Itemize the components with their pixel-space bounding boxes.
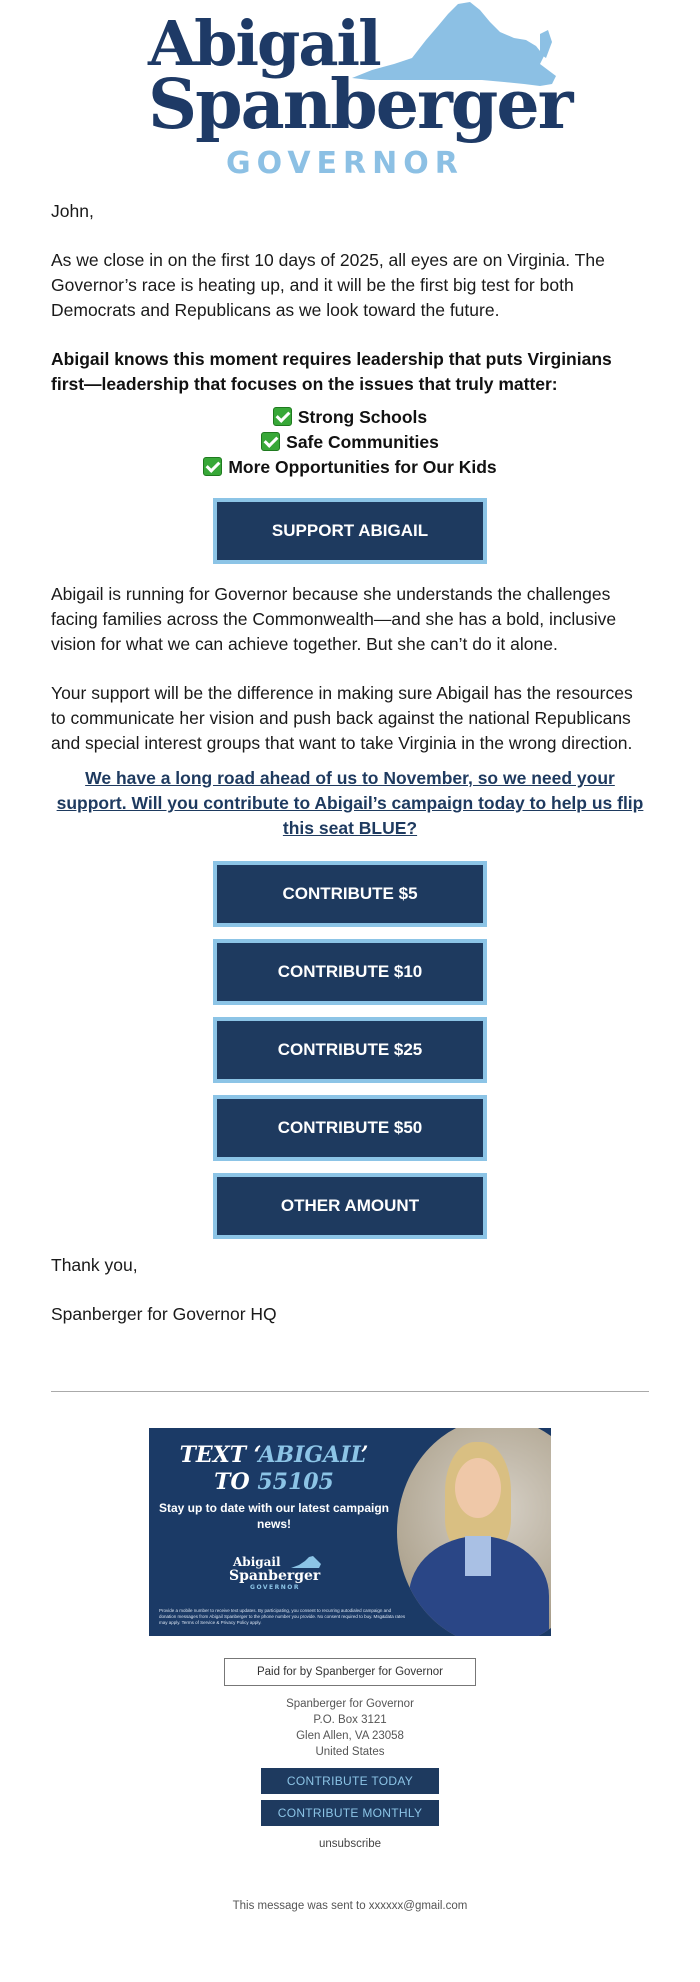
banner-fine-print: Provide a mobile number to receive text updates. By participating, you consent to recurring autodialed campaign and donation messages from Abigail Spanberger to the phone number you provide. No consent required to buy. Msg&data rates may apply. Terms of Service & Privacy Policy apply. (159, 1608, 406, 1625)
banner-logo: Abigail Spanberger GOVERNOR (229, 1555, 321, 1591)
mailing-address: Spanberger for Governor P.O. Box 3121 Glen Allen, VA 23058 United States (286, 1698, 414, 1758)
sent-to-notice: This message was sent to xxxxxx@gmail.com (232, 1900, 468, 1912)
paragraph-support: Your support will be the difference in making sure Abigail has the resources to communicate her vision and push back against the national Republicans and special interest groups that want to take Virginia in the wrong direction. (51, 683, 633, 753)
banner-subtitle: Stay up to date with our latest campaign news! (158, 1501, 390, 1531)
candidate-photo (397, 1428, 551, 1636)
contribute-50-button[interactable]: CONTRIBUTE $50 (213, 1095, 487, 1161)
check-mark-icon (273, 407, 292, 426)
thanks-text: Thank you, (51, 1255, 138, 1275)
email-body-continued (0, 582, 700, 756)
check-mark-icon (261, 432, 280, 451)
logo-first-name: Abigail (148, 7, 380, 80)
other-amount-button[interactable]: OTHER AMOUNT (213, 1173, 487, 1239)
banner-state-icon (291, 1556, 321, 1570)
email-body (0, 199, 700, 397)
logo-last-name: Spanberger (148, 65, 572, 145)
logo-subtitle: GOVERNOR (226, 146, 464, 181)
donation-buttons (0, 861, 700, 1239)
email-signoff (0, 1253, 700, 1327)
paragraph-bold: Abigail knows this moment requires leadership that puts Virginians first—leadership that focuses on the issues that truly matter: (51, 349, 612, 394)
support-abigail-button[interactable]: SUPPORT ABIGAIL (213, 498, 487, 564)
checklist-item: Safe Communities (0, 430, 700, 455)
contribute-link[interactable]: We have a long road ahead of us to November, so we need your support. Will you contribute to Abigail’s campaign today to help us flip this seat BLUE? (56, 768, 644, 838)
contribute-today-button[interactable]: CONTRIBUTE TODAY (261, 1768, 439, 1794)
issues-checklist (0, 405, 700, 480)
greeting: John, (51, 201, 94, 221)
text-signup-banner[interactable] (149, 1428, 551, 1636)
contribute-10-button[interactable]: CONTRIBUTE $10 (213, 939, 487, 1005)
checklist-item: More Opportunities for Our Kids (0, 455, 700, 480)
paragraph-vision: Abigail is running for Governor because she understands the challenges facing families across the Commonwealth—and she has a bold, inclusive vision for what we can achieve together. But she can’t do it alone. (51, 584, 617, 654)
checklist-item: Strong Schools (0, 405, 700, 430)
check-mark-icon (203, 457, 222, 476)
unsubscribe-link[interactable]: unsubscribe (318, 1838, 381, 1850)
paragraph-intro: As we close in on the first 10 days of 2025, all eyes are on Virginia. The Governor’s race is heating up, and it will be the first big test for both Democrats and Republicans as we look toward the future. (51, 250, 605, 320)
contribute-monthly-button[interactable]: CONTRIBUTE MONTHLY (261, 1800, 439, 1826)
paid-for-disclaimer: Paid for by Spanberger for Governor (224, 1658, 476, 1686)
footer-divider (51, 1391, 649, 1392)
banner-title: TEXT ‘ABIGAIL’ TO 55105 (179, 1442, 369, 1495)
signature: Spanberger for Governor HQ (51, 1304, 277, 1324)
campaign-logo (0, 0, 700, 185)
contribute-25-button[interactable]: CONTRIBUTE $25 (213, 1017, 487, 1083)
contribute-5-button[interactable]: CONTRIBUTE $5 (213, 861, 487, 927)
